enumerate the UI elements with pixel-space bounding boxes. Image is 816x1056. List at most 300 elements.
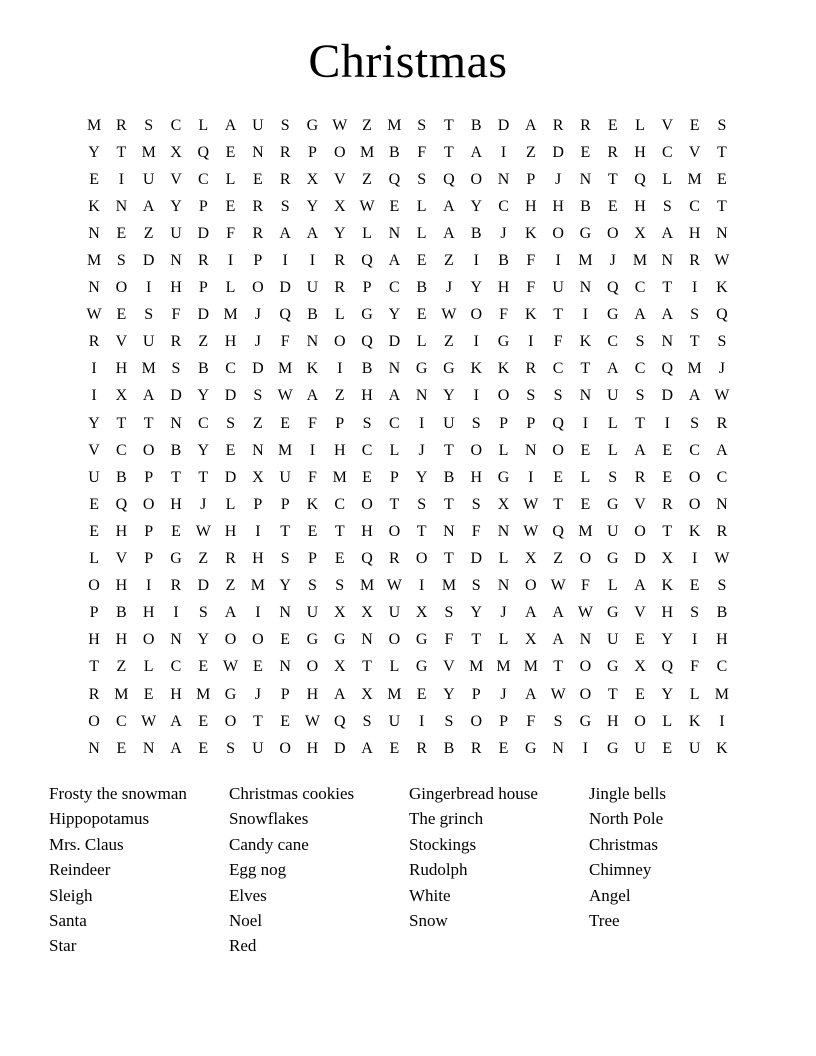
grid-letter: H: [634, 197, 646, 215]
grid-letter: T: [444, 143, 454, 161]
grid-letter: Q: [552, 522, 564, 540]
grid-letter: N: [170, 252, 182, 270]
grid-letter: R: [716, 522, 728, 540]
grid-letter: M: [687, 360, 702, 378]
grid-letter: Q: [115, 495, 128, 513]
grid-letter: O: [224, 631, 237, 649]
grid-letter: S: [690, 414, 700, 432]
grid-letter: O: [525, 577, 537, 595]
grid-letter: X: [333, 604, 346, 622]
grid-letter: N: [579, 279, 592, 297]
word-list-column: [229, 781, 409, 959]
grid-letter: O: [470, 441, 483, 459]
grid-letter: A: [634, 306, 646, 324]
grid-letter: O: [306, 658, 319, 676]
grid-letter: M: [141, 143, 156, 161]
grid-letter: G: [497, 333, 510, 351]
grid-letter: H: [252, 550, 264, 568]
grid-letter: S: [226, 414, 236, 432]
word-list-item: Christmas: [589, 834, 658, 854]
grid-letter: O: [579, 658, 592, 676]
grid-letter: N: [252, 441, 264, 459]
grid-letter: J: [718, 360, 726, 378]
grid-letter: C: [716, 658, 728, 676]
grid-letter: M: [278, 360, 293, 378]
grid-letter: Q: [361, 333, 373, 351]
grid-letter: A: [170, 739, 182, 757]
grid-letter: D: [552, 143, 564, 161]
grid-letter: W: [332, 116, 348, 134]
grid-letter: S: [144, 306, 154, 324]
grid-letter: U: [252, 116, 264, 134]
grid-letter: P: [253, 495, 263, 513]
grid-letter: Q: [634, 170, 646, 188]
grid-letter: F: [280, 333, 290, 351]
word-list-column: [409, 781, 589, 959]
grid-letter: A: [606, 360, 619, 378]
grid-letter: A: [224, 116, 237, 134]
grid-letter: T: [717, 197, 727, 215]
grid-letter: O: [88, 577, 100, 595]
grid-letter: L: [635, 116, 645, 134]
grid-letter: J: [254, 333, 261, 351]
grid-letter: H: [224, 522, 237, 540]
grid-letter: X: [306, 170, 319, 188]
grid-letter: C: [334, 495, 346, 513]
grid-letter: F: [526, 252, 536, 270]
grid-letter: X: [497, 495, 510, 513]
grid-letter: R: [225, 550, 236, 568]
grid-letter: Q: [197, 143, 210, 161]
grid-letter: K: [688, 522, 701, 540]
grid-letter: Y: [88, 414, 100, 432]
grid-letter: Y: [470, 197, 483, 215]
grid-letter: I: [582, 306, 589, 324]
grid-letter: M: [223, 306, 238, 324]
grid-letter: J: [500, 685, 507, 703]
grid-letter: V: [634, 604, 646, 622]
grid-letter: Y: [470, 279, 483, 297]
grid-letter: Q: [606, 279, 619, 297]
grid-letter: O: [688, 468, 701, 486]
grid-letter: Z: [525, 143, 536, 161]
grid-letter: E: [198, 658, 209, 676]
grid-letter: D: [279, 279, 291, 297]
grid-letter: N: [552, 739, 564, 757]
grid-letter: U: [170, 224, 182, 242]
grid-letter: T: [252, 712, 263, 730]
word-list: [49, 781, 769, 959]
grid-letter: Z: [444, 252, 454, 270]
grid-letter: E: [362, 468, 372, 486]
grid-letter: M: [496, 658, 511, 676]
grid-letter: J: [200, 495, 207, 513]
grid-letter: I: [282, 252, 288, 270]
grid-letter: S: [717, 116, 727, 134]
grid-letter: C: [361, 441, 373, 459]
grid-letter: H: [361, 387, 373, 405]
grid-letter: P: [362, 279, 372, 297]
grid-letter: F: [308, 468, 317, 486]
grid-letter: Z: [362, 116, 372, 134]
grid-letter: T: [362, 658, 372, 676]
grid-letter: H: [115, 577, 128, 595]
grid-letter: N: [661, 252, 674, 270]
grid-letter: G: [606, 550, 619, 568]
grid-letter: M: [86, 116, 102, 134]
grid-letter: S: [308, 577, 317, 595]
grid-letter: N: [170, 631, 182, 649]
grid-letter: S: [362, 712, 372, 730]
grid-letter: M: [359, 577, 375, 595]
grid-letter: I: [418, 577, 425, 595]
grid-letter: E: [607, 197, 618, 215]
grid-letter: I: [582, 739, 589, 757]
grid-letter: S: [444, 604, 454, 622]
word-list-item: Santa: [49, 911, 87, 931]
grid-letter: D: [197, 224, 210, 242]
grid-letter: N: [306, 333, 319, 351]
grid-letter: Y: [306, 197, 319, 215]
grid-letter: O: [634, 712, 646, 730]
grid-letter: T: [662, 279, 673, 297]
word-list-item: Chimney: [589, 860, 652, 880]
grid-letter: T: [334, 522, 345, 540]
grid-letter: P: [198, 197, 208, 215]
grid-letter: O: [252, 631, 264, 649]
grid-letter: M: [359, 143, 375, 161]
grid-letter: N: [88, 279, 100, 297]
grid-letter: W: [359, 197, 375, 215]
grid-letter: L: [334, 306, 345, 324]
grid-letter: I: [146, 279, 152, 297]
grid-letter: W: [577, 604, 593, 622]
grid-letter: L: [607, 414, 618, 432]
word-list-item: Candy cane: [229, 834, 309, 854]
grid-letter: Z: [444, 333, 454, 351]
grid-letter: C: [689, 197, 700, 215]
grid-letter: I: [173, 604, 179, 622]
word-list-item: Star: [49, 936, 77, 956]
word-list-item: Jingle bells: [589, 784, 666, 803]
grid-letter: T: [280, 522, 291, 540]
grid-letter: G: [415, 360, 428, 378]
word-list-item: Frosty the snowman: [49, 784, 187, 803]
grid-letter: S: [280, 116, 290, 134]
grid-letter: P: [198, 279, 208, 297]
grid-letter: B: [307, 306, 318, 324]
grid-letter: R: [552, 116, 564, 134]
grid-letter: I: [473, 252, 479, 270]
grid-letter: T: [116, 414, 127, 432]
grid-letter: L: [362, 224, 372, 242]
grid-letter: P: [144, 522, 154, 540]
grid-letter: I: [691, 631, 698, 649]
grid-letter: E: [252, 170, 263, 188]
grid-letter: N: [716, 224, 728, 242]
grid-letter: D: [142, 252, 155, 270]
grid-letter: P: [335, 414, 345, 432]
grid-letter: D: [470, 550, 483, 568]
grid-letter: Y: [197, 387, 210, 405]
grid-letter: L: [580, 468, 591, 486]
grid-letter: A: [525, 116, 537, 134]
grid-letter: H: [634, 143, 646, 161]
grid-letter: Q: [361, 550, 373, 568]
grid-letter: A: [525, 685, 537, 703]
grid-letter: H: [224, 333, 237, 351]
grid-letter: P: [526, 170, 536, 188]
grid-letter: O: [470, 306, 483, 324]
grid-letter: I: [118, 170, 125, 188]
grid-letter: W: [386, 577, 402, 595]
grid-letter: T: [143, 414, 154, 432]
word-list-item: Snow: [409, 911, 448, 931]
grid-letter: M: [332, 468, 347, 486]
grid-letter: I: [255, 604, 261, 622]
grid-letter: L: [225, 170, 236, 188]
grid-letter: T: [607, 685, 618, 703]
grid-letter: S: [471, 495, 481, 513]
grid-letter: O: [415, 550, 428, 568]
grid-letter: O: [142, 495, 155, 513]
grid-letter: I: [664, 414, 670, 432]
grid-letter: A: [661, 306, 674, 324]
grid-letter: U: [552, 279, 564, 297]
grid-letter: D: [197, 577, 210, 595]
grid-letter: E: [662, 739, 673, 757]
grid-letter: X: [415, 604, 428, 622]
grid-letter: W: [86, 306, 102, 324]
grid-letter: Y: [197, 631, 210, 649]
grid-letter: B: [361, 360, 373, 378]
grid-letter: E: [89, 170, 99, 188]
grid-letter: U: [306, 604, 319, 622]
grid-letter: H: [606, 712, 619, 730]
grid-letter: L: [689, 685, 700, 703]
grid-letter: H: [688, 224, 701, 242]
grid-letter: Z: [553, 550, 564, 568]
grid-letter: E: [334, 550, 345, 568]
grid-letter: X: [634, 224, 646, 242]
grid-letter: E: [635, 685, 645, 703]
grid-letter: K: [306, 495, 319, 513]
grid-letter: H: [661, 604, 674, 622]
grid-letter: P: [389, 468, 399, 486]
grid-letter: M: [714, 685, 730, 703]
grid-letter: T: [444, 495, 454, 513]
grid-letter: O: [224, 712, 237, 730]
grid-letter: C: [225, 360, 236, 378]
grid-letter: K: [470, 360, 483, 378]
grid-letter: N: [361, 631, 373, 649]
grid-letter: G: [606, 658, 619, 676]
grid-letter: T: [717, 143, 727, 161]
grid-letter: L: [416, 224, 427, 242]
grid-letter: A: [170, 712, 182, 730]
grid-letter: Y: [470, 604, 483, 622]
grid-letter: J: [500, 604, 507, 622]
grid-letter: O: [552, 224, 564, 242]
grid-letter: S: [198, 604, 208, 622]
grid-letter: S: [362, 414, 372, 432]
grid-letter: P: [471, 685, 481, 703]
grid-letter: P: [253, 252, 263, 270]
grid-letter: B: [443, 739, 455, 757]
grid-letter: D: [333, 739, 346, 757]
grid-letter: L: [143, 658, 154, 676]
grid-letter: O: [333, 143, 346, 161]
word-list-item: Tree: [589, 911, 620, 931]
word-list-item: Mrs. Claus: [49, 834, 124, 854]
grid-letter: R: [389, 550, 400, 568]
grid-letter: C: [689, 441, 700, 459]
grid-letter: E: [89, 495, 99, 513]
grid-letter: N: [279, 604, 291, 622]
grid-letter: Q: [661, 658, 674, 676]
grid-letter: E: [389, 197, 400, 215]
grid-letter: H: [497, 279, 510, 297]
grid-letter: B: [116, 468, 127, 486]
grid-letter: R: [525, 360, 537, 378]
grid-letter: X: [333, 197, 346, 215]
grid-letter: D: [634, 550, 646, 568]
grid-letter: V: [661, 116, 674, 134]
grid-letter: C: [607, 333, 619, 351]
grid-letter: T: [116, 143, 127, 161]
grid-letter: A: [306, 224, 319, 242]
grid-letter: Y: [443, 685, 455, 703]
grid-letter: G: [333, 631, 346, 649]
grid-letter: A: [552, 631, 564, 649]
grid-letter: E: [607, 116, 618, 134]
grid-letter: R: [170, 577, 182, 595]
grid-letter: H: [361, 522, 373, 540]
grid-letter: M: [687, 170, 702, 188]
grid-letter: R: [279, 143, 291, 161]
grid-letter: C: [389, 279, 400, 297]
grid-letter: O: [470, 170, 483, 188]
grid-letter: N: [252, 143, 264, 161]
grid-letter: S: [226, 739, 236, 757]
grid-letter: C: [634, 279, 646, 297]
grid-letter: Q: [388, 170, 401, 188]
grid-letter: E: [717, 170, 727, 188]
grid-letter: E: [198, 739, 209, 757]
grid-letter: S: [144, 116, 154, 134]
grid-letter: O: [388, 522, 401, 540]
grid-letter: Q: [361, 252, 373, 270]
grid-letter: E: [498, 739, 509, 757]
grid-letter: N: [579, 170, 592, 188]
grid-letter: R: [607, 143, 619, 161]
grid-letter: W: [223, 658, 239, 676]
grid-letter: R: [334, 279, 346, 297]
grid-letter: O: [142, 441, 155, 459]
grid-letter: I: [582, 414, 589, 432]
grid-letter: Y: [170, 197, 182, 215]
grid-letter: T: [444, 550, 454, 568]
grid-letter: T: [471, 631, 482, 649]
grid-letter: Z: [143, 224, 154, 242]
grid-letter: I: [91, 387, 97, 405]
grid-letter: C: [197, 414, 209, 432]
grid-letter: R: [197, 252, 209, 270]
grid-letter: I: [719, 712, 725, 730]
grid-letter: L: [389, 658, 400, 676]
grid-letter: E: [580, 495, 591, 513]
grid-letter: O: [388, 631, 401, 649]
grid-letter: I: [146, 577, 152, 595]
grid-letter: B: [580, 197, 591, 215]
grid-letter: R: [252, 197, 264, 215]
grid-letter: T: [553, 658, 564, 676]
grid-letter: U: [606, 631, 619, 649]
grid-letter: E: [416, 306, 427, 324]
grid-letter: R: [661, 495, 673, 513]
grid-letter: S: [635, 333, 645, 351]
grid-letter: S: [717, 333, 727, 351]
grid-letter: W: [550, 577, 566, 595]
grid-letter: F: [417, 143, 427, 161]
grid-letter: I: [528, 333, 534, 351]
grid-letter: V: [688, 143, 701, 161]
grid-letter: S: [280, 550, 290, 568]
grid-letter: X: [252, 468, 264, 486]
grid-letter: Y: [333, 224, 346, 242]
grid-letter: E: [662, 441, 673, 459]
grid-letter: M: [278, 441, 293, 459]
grid-letter: A: [634, 577, 646, 595]
grid-letter: E: [580, 143, 591, 161]
grid-letter: V: [88, 441, 100, 459]
letter-grid: [80, 112, 735, 762]
grid-letter: E: [389, 739, 400, 757]
grid-letter: R: [580, 116, 591, 134]
grid-letter: H: [333, 441, 346, 459]
grid-letter: I: [555, 252, 561, 270]
grid-letter: S: [280, 197, 290, 215]
grid-letter: M: [441, 577, 457, 595]
grid-letter: Z: [198, 550, 209, 568]
word-list-item: Sleigh: [49, 885, 93, 905]
grid-letter: H: [170, 279, 182, 297]
grid-letter: J: [445, 279, 453, 297]
grid-letter: C: [661, 143, 673, 161]
word-list-item: White: [409, 885, 451, 905]
grid-letter: E: [198, 712, 209, 730]
grid-letter: B: [116, 604, 127, 622]
grid-letter: Z: [225, 577, 236, 595]
grid-letter: H: [170, 685, 182, 703]
grid-letter: I: [473, 387, 479, 405]
grid-letter: Q: [716, 306, 728, 324]
grid-letter: A: [361, 739, 373, 757]
grid-letter: T: [607, 170, 618, 188]
grid-letter: K: [525, 306, 537, 324]
grid-letter: T: [389, 495, 400, 513]
grid-letter: O: [552, 441, 564, 459]
grid-letter: E: [580, 441, 591, 459]
grid-letter: A: [443, 224, 455, 242]
grid-letter: D: [224, 468, 237, 486]
grid-letter: H: [115, 360, 128, 378]
word-list-item: Stockings: [409, 834, 477, 854]
grid-letter: O: [634, 522, 646, 540]
grid-letter: E: [89, 522, 99, 540]
grid-letter: R: [716, 414, 728, 432]
grid-letter: A: [470, 143, 483, 161]
